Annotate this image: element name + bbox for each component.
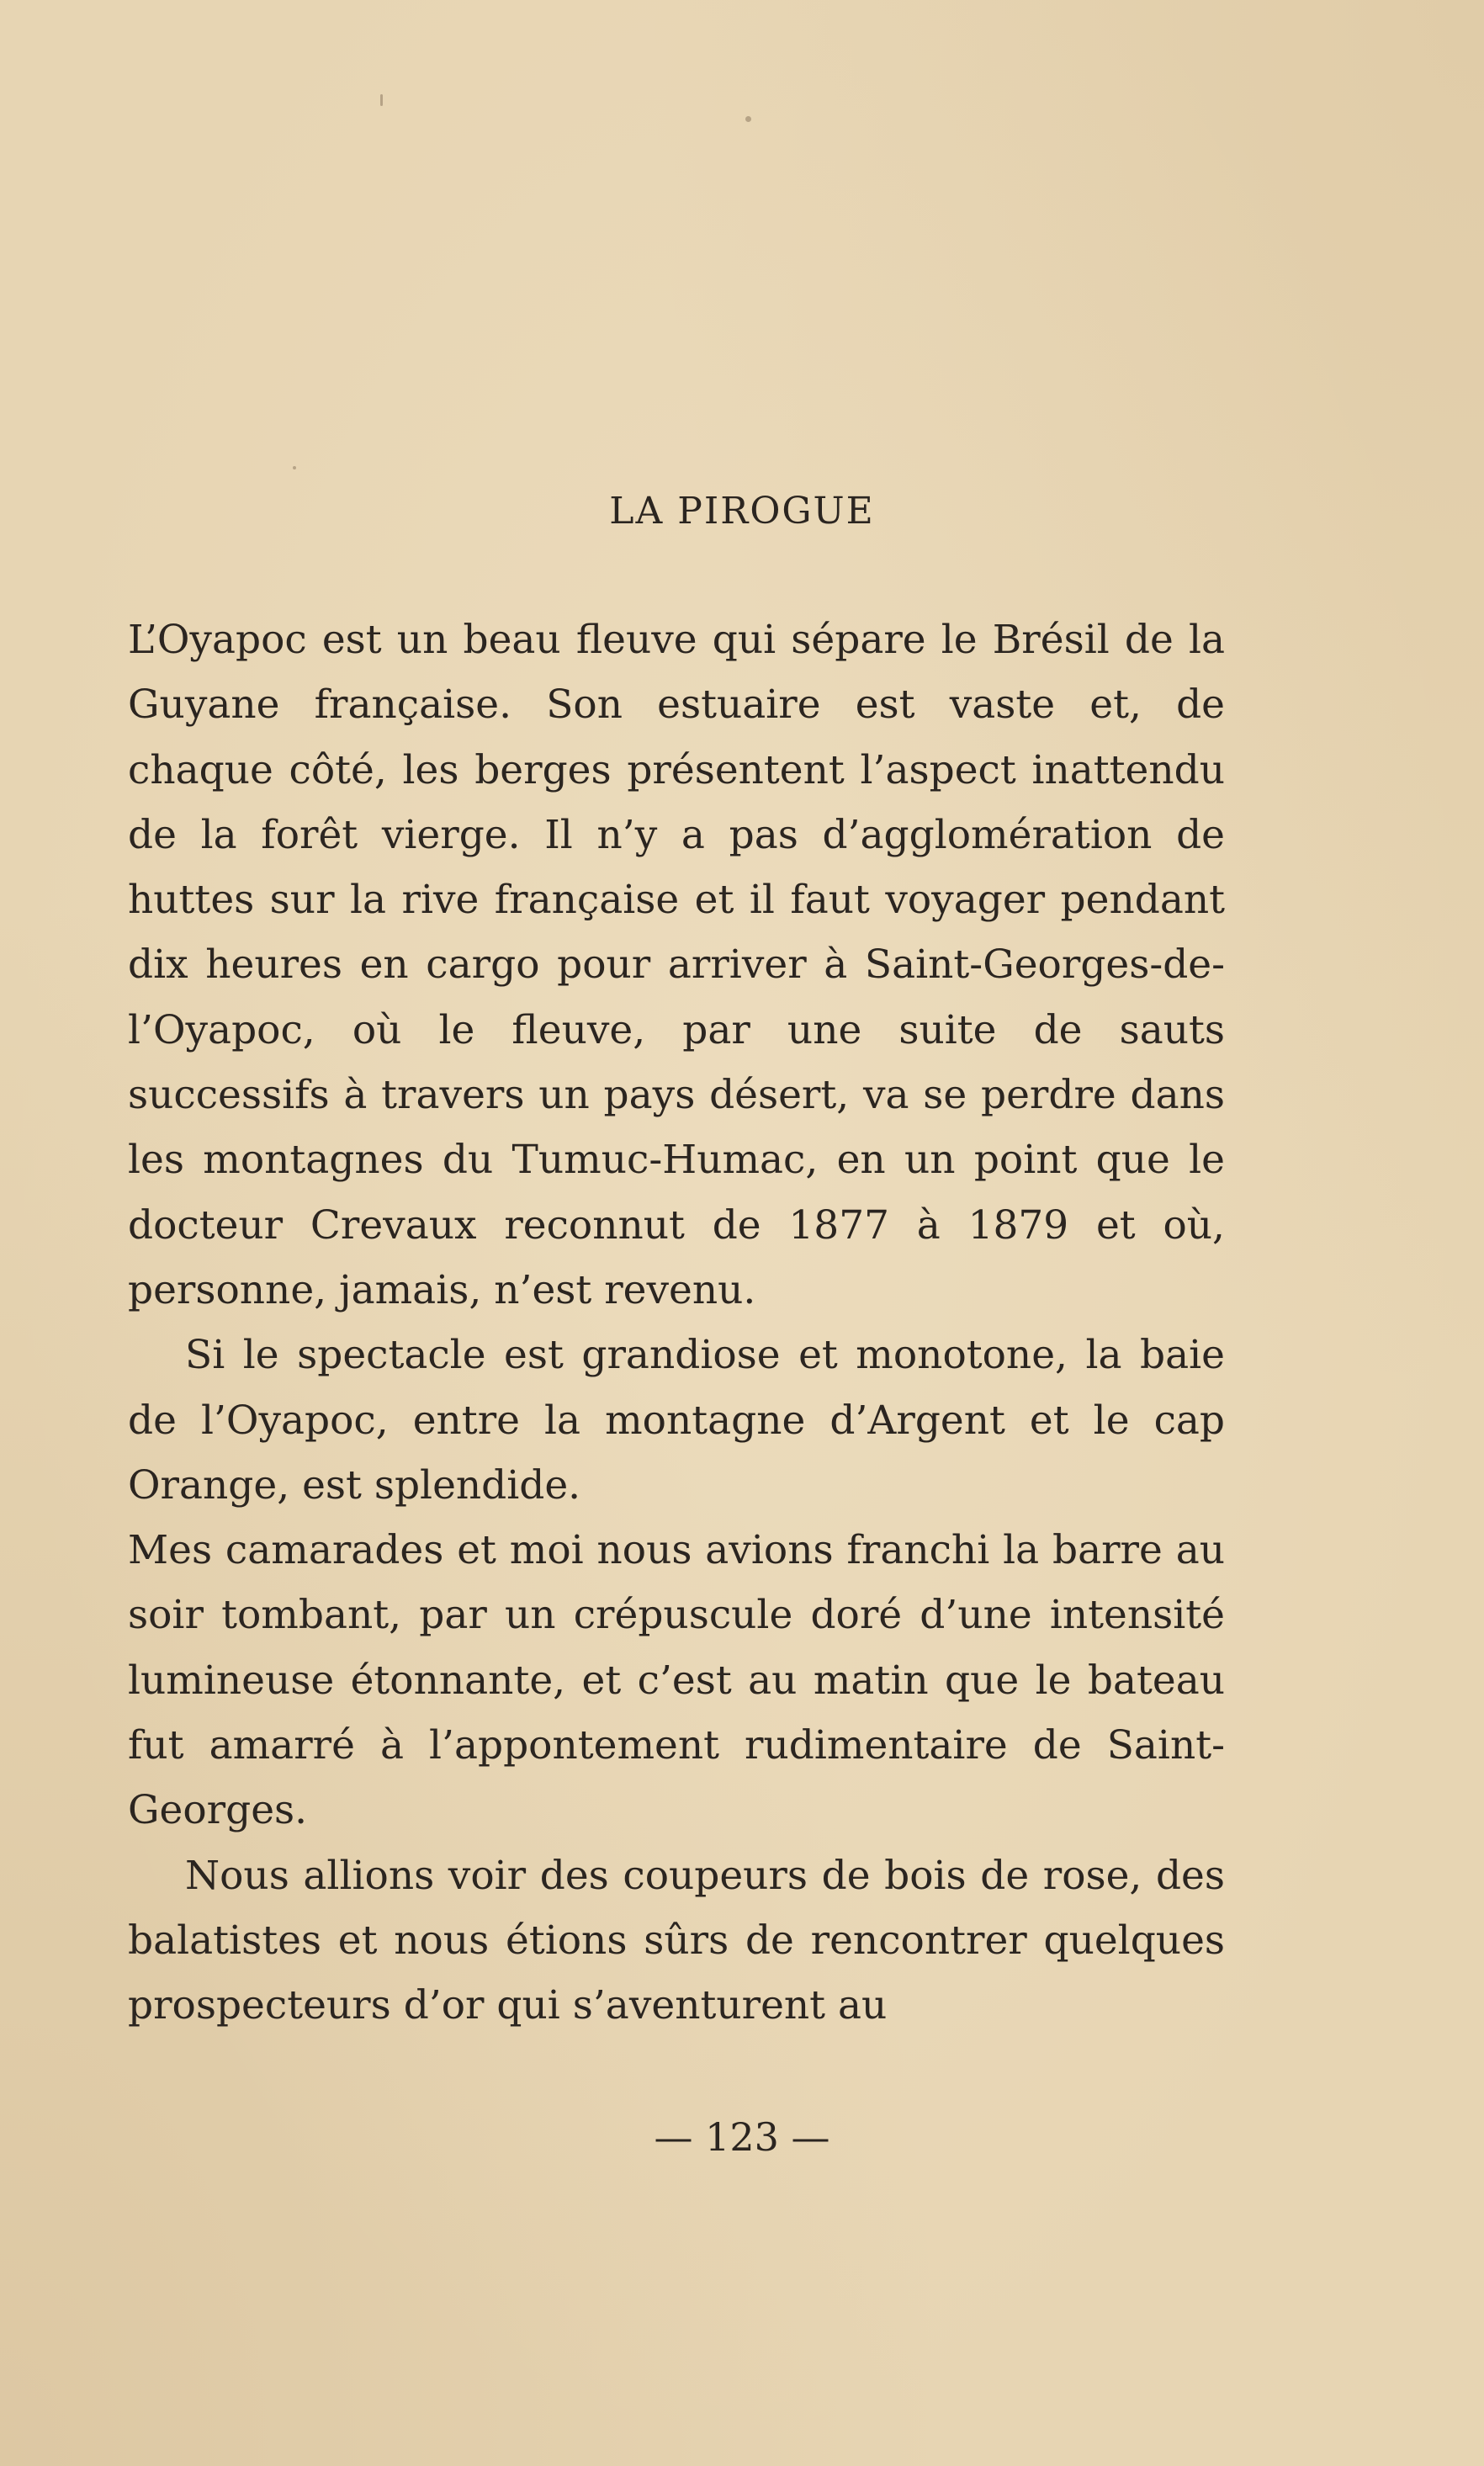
paragraph: Si le spectacle est grandiose et monotone, la baie de l’Oyapoc, entre la montagne d’Argent et le cap Orange, est splendide. (128, 1332, 1225, 1509)
paper-speck (380, 94, 383, 106)
paragraph: L’Oyapoc est un beau fleuve qui sépare le Brésil de la Guyane française. Son estuaire est vaste et, de chaque côté, les berges présentent l’aspect inattendu de la forêt vierge. Il n’y a pas d’agglomération de huttes sur la rive française et il faut voyager pendant dix heures en cargo pour arriver à Saint-Georges-de-l’Oyapoc, où le fleuve, par une suite de sauts successifs à travers un pays désert, va se perdre dans les montagnes du Tumuc-Humac, en un point que le docteur Crevaux reconnut de 1877 à 1879 et où, personne, jamais, n’est revenu. (128, 617, 1225, 1313)
paper-speck (293, 466, 296, 469)
body-text (128, 607, 1225, 2039)
paragraph: Mes camarades et moi nous avions franchi la barre au soir tombant, par un crépuscule doré d’une intensité lumineuse étonnante, et c’est au matin que le bateau fut amarré à l’appontement rudimentaire de Saint-Georges. (128, 1527, 1225, 1834)
paper-speck (745, 116, 751, 122)
paragraph: Nous allions voir des coupeurs de bois de rose, des balatistes et nous étions sûrs de rencontrer quelques prospecteurs d’or qui s’aventurent au (128, 1852, 1225, 2029)
chapter-title: LA PIROGUE (609, 490, 875, 533)
page-number: — 123 — (654, 2114, 830, 2160)
